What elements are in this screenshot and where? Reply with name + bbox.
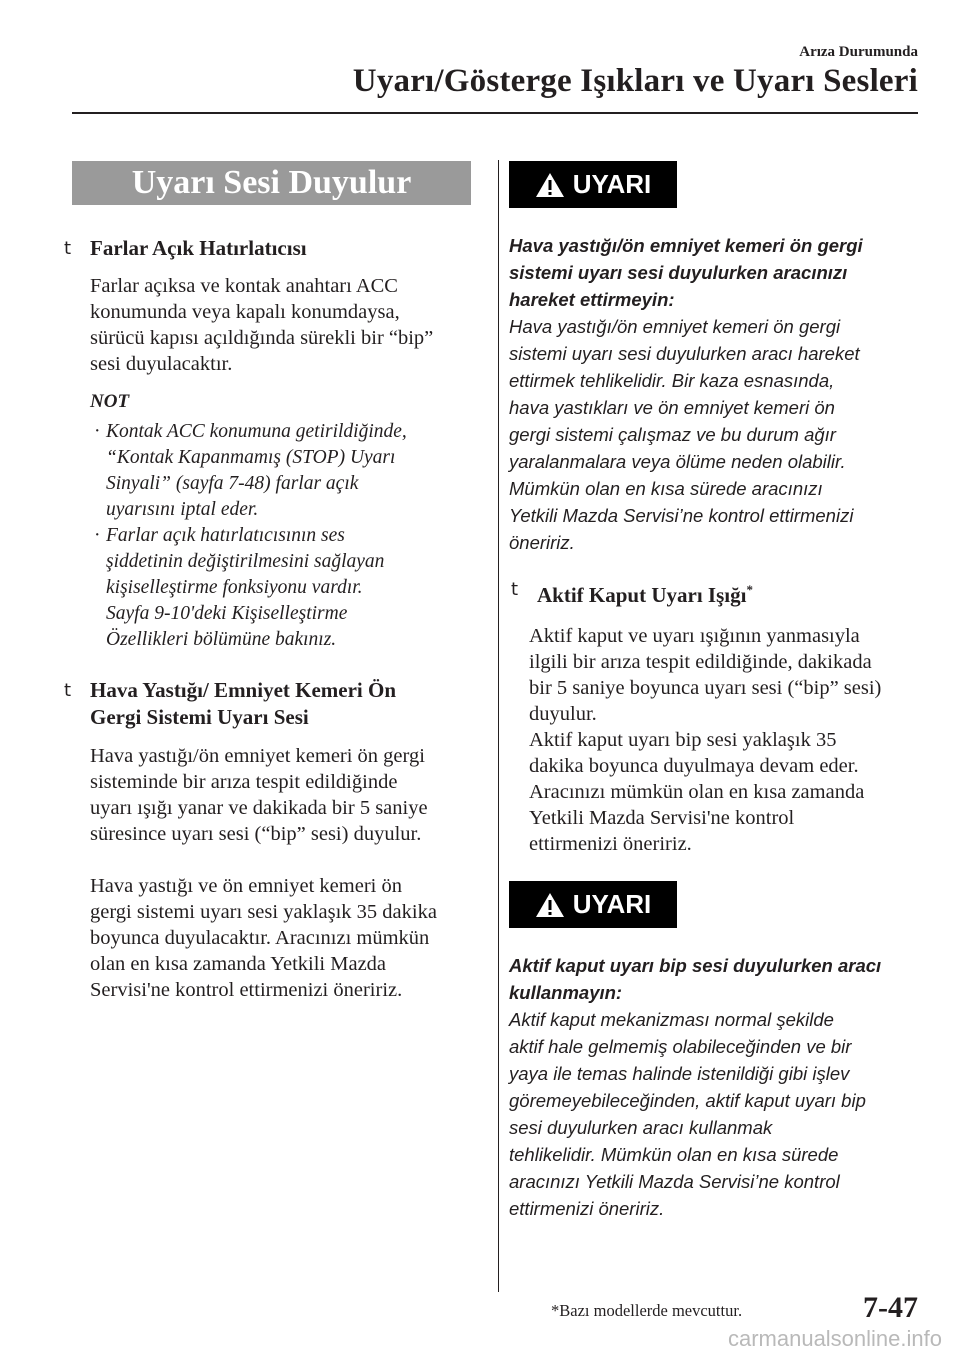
body-line: uyarı ışığı yanar ve dakikada bir 5 saniye (90, 797, 428, 819)
body-line: boyunca duyulacaktır. Aracınızı mümkün (90, 927, 430, 949)
body-line: bir 5 saniye boyunca uyarı sesi (“bip” sesi) (529, 677, 882, 699)
body-line: Aktif kaput ve uyarı ışığının yanmasıyla (529, 625, 860, 647)
subsection-title: Aktif Kaput Uyarı Işığı (537, 583, 747, 607)
warning-line: Aktif kaput mekanizması normal şekilde (509, 1009, 834, 1030)
body-line: süresince uyarı sesi (“bip” sesi) duyulur. (90, 823, 422, 845)
warning-line: ettirmek tehlikelidir. Bir kaza esnasında, (509, 370, 835, 391)
note-line: Farlar açık hatırlatıcısının ses (106, 525, 345, 546)
warning-triangle-icon (535, 892, 565, 918)
warning-label: UYARI (572, 169, 652, 199)
bullet-dot: · (94, 525, 101, 546)
note-line: uyarısını iptal eder. (106, 499, 259, 520)
section-title: Uyarı Sesi Duyulur (72, 161, 471, 205)
body-line: olan en kısa zamanda Yetkili Mazda (90, 953, 387, 975)
body-line: Hava yastığı/ön emniyet kemeri ön gergi (90, 745, 425, 767)
body-line: ilgili bir arıza tespit edildiğinde, dakikada (529, 651, 872, 673)
watermark: carmanualsonline.info (727, 1326, 942, 1351)
left-column (64, 161, 472, 1003)
bullet-icon: t (64, 680, 72, 701)
warning-line: yaya ile temas halinde istenildiği gibi işlev (509, 1063, 850, 1084)
bullet-dot: · (94, 421, 101, 442)
warning-line: öneririz. (509, 532, 575, 553)
warning-line: aracınızı Yetkili Mazda Servisi’ne kontrol (509, 1171, 840, 1192)
warning-label: UYARI (572, 889, 652, 919)
body-line: Farlar açıksa ve kontak anahtarı ACC (90, 275, 398, 297)
note-line: Kontak ACC konumuna getirildiğinde, (106, 421, 407, 442)
subsection-title: Gergi Sistemi Uyarı Sesi (90, 705, 309, 729)
chapter-label: Arıza Durumunda (799, 44, 918, 60)
subsection-title: Hava Yastığı/ Emniyet Kemeri Ön (90, 678, 397, 702)
note-label: NOT (90, 391, 130, 412)
warning-line: Yetkili Mazda Servisi’ne kontrol ettirmenizi (509, 505, 854, 526)
warning-badge (509, 161, 677, 208)
page-number: 7-47 (863, 1291, 918, 1324)
warning-line: ettirmenizi öneririz. (509, 1198, 665, 1219)
subsection-headlight-reminder (64, 235, 472, 262)
note-line: şiddetinin değiştirilmesini sağlayan (106, 551, 385, 572)
body-line: Yetkili Mazda Servisi'ne kontrol (529, 807, 795, 829)
bullet-icon: t (64, 238, 72, 259)
warning-line: Hava yastığı/ön emniyet kemeri ön gergi (509, 316, 841, 337)
header-rule (72, 112, 918, 114)
subsection-title: Farlar Açık Hatırlatıcısı (90, 236, 307, 260)
note-line: kişiselleştirme fonksiyonu vardır. (106, 577, 363, 598)
body-line: dakika boyunca duyulmaya devam eder. (529, 755, 859, 777)
warning-line: göremeyebileceğinden, aktif kaput uyarı bip (509, 1090, 866, 1111)
warning-lead: Aktif kaput uyarı bip sesi duyulurken aracı (509, 955, 882, 976)
warning-lead: Hava yastığı/ön emniyet kemeri ön gergi (509, 235, 863, 256)
warning-line: Mümkün olan en kısa sürede aracınızı (509, 478, 823, 499)
warning-line: tehlikelidir. Mümkün olan en kısa sürede (509, 1144, 839, 1165)
note-item (94, 523, 472, 653)
note-item (94, 419, 472, 523)
body-line: sesi duyulacaktır. (90, 353, 233, 375)
body-line: Aktif kaput uyarı bip sesi yaklaşık 35 (529, 729, 837, 751)
body-line: duyulur. (529, 703, 597, 725)
note-line: Özellikleri bölümüne bakınız. (106, 629, 337, 650)
warning-line: sesi duyulurken aracı kullanmak (509, 1117, 773, 1138)
note-line: Sinyali” (sayfa 7-48) farlar açık (106, 473, 359, 494)
warning-lead: hareket ettirmeyin: (509, 289, 675, 310)
footnote: *Bazı modellerde mevcuttur. (551, 1301, 743, 1320)
warning-badge (509, 881, 677, 928)
warning-triangle-icon (535, 172, 565, 198)
body-line: sürücü kapısı açıldığında sürekli bir “bip” (90, 327, 434, 349)
body-line: ettirmenizi öneririz. (529, 833, 692, 855)
warning-text (509, 232, 924, 556)
body-line: gergi sistemi uyarı sesi yaklaşık 35 dakika (90, 901, 437, 923)
subsection-active-bonnet (511, 576, 924, 609)
warning-lead: sistemi uyarı sesi duyulurken aracınızı (509, 262, 848, 283)
warning-lead: kullanmayın: (509, 982, 623, 1003)
warning-line: sistemi uyarı sesi duyulurken aracı hareket (509, 343, 860, 364)
body-line: sisteminde bir arıza tespit edildiğinde (90, 771, 398, 793)
warning-text (509, 952, 924, 1222)
warning-line: gergi sistemi çalışmaz ve bu durum ağır (509, 424, 836, 445)
warning-line: yaralanmalara veya ölüme neden olabilir. (509, 451, 846, 472)
column-divider (498, 160, 499, 1292)
note-line: Sayfa 9-10'deki Kişiselleştirme (106, 603, 348, 624)
bullet-icon: t (511, 579, 519, 600)
note-line: “Kontak Kapanmamış (STOP) Uyarı (106, 447, 396, 468)
warning-line: aktif hale gelmemiş olabileceğinden ve bir (509, 1036, 852, 1057)
body-line: Hava yastığı ve ön emniyet kemeri ön (90, 875, 402, 897)
right-column (509, 161, 924, 1222)
page-title: Uyarı/Gösterge Işıkları ve Uyarı Sesleri (352, 63, 918, 99)
body-line: Servisi'ne kontrol ettirmenizi öneririz. (90, 979, 403, 1001)
warning-line: hava yastıkları ve ön emniyet kemeri ön (509, 397, 835, 418)
body-line: konumunda veya kapalı konumdaysa, (90, 301, 400, 323)
footnote-asterisk: * (746, 582, 753, 597)
body-line: Aracınızı mümkün olan en kısa zamanda (529, 781, 865, 803)
subsection-airbag-warning (64, 677, 472, 731)
